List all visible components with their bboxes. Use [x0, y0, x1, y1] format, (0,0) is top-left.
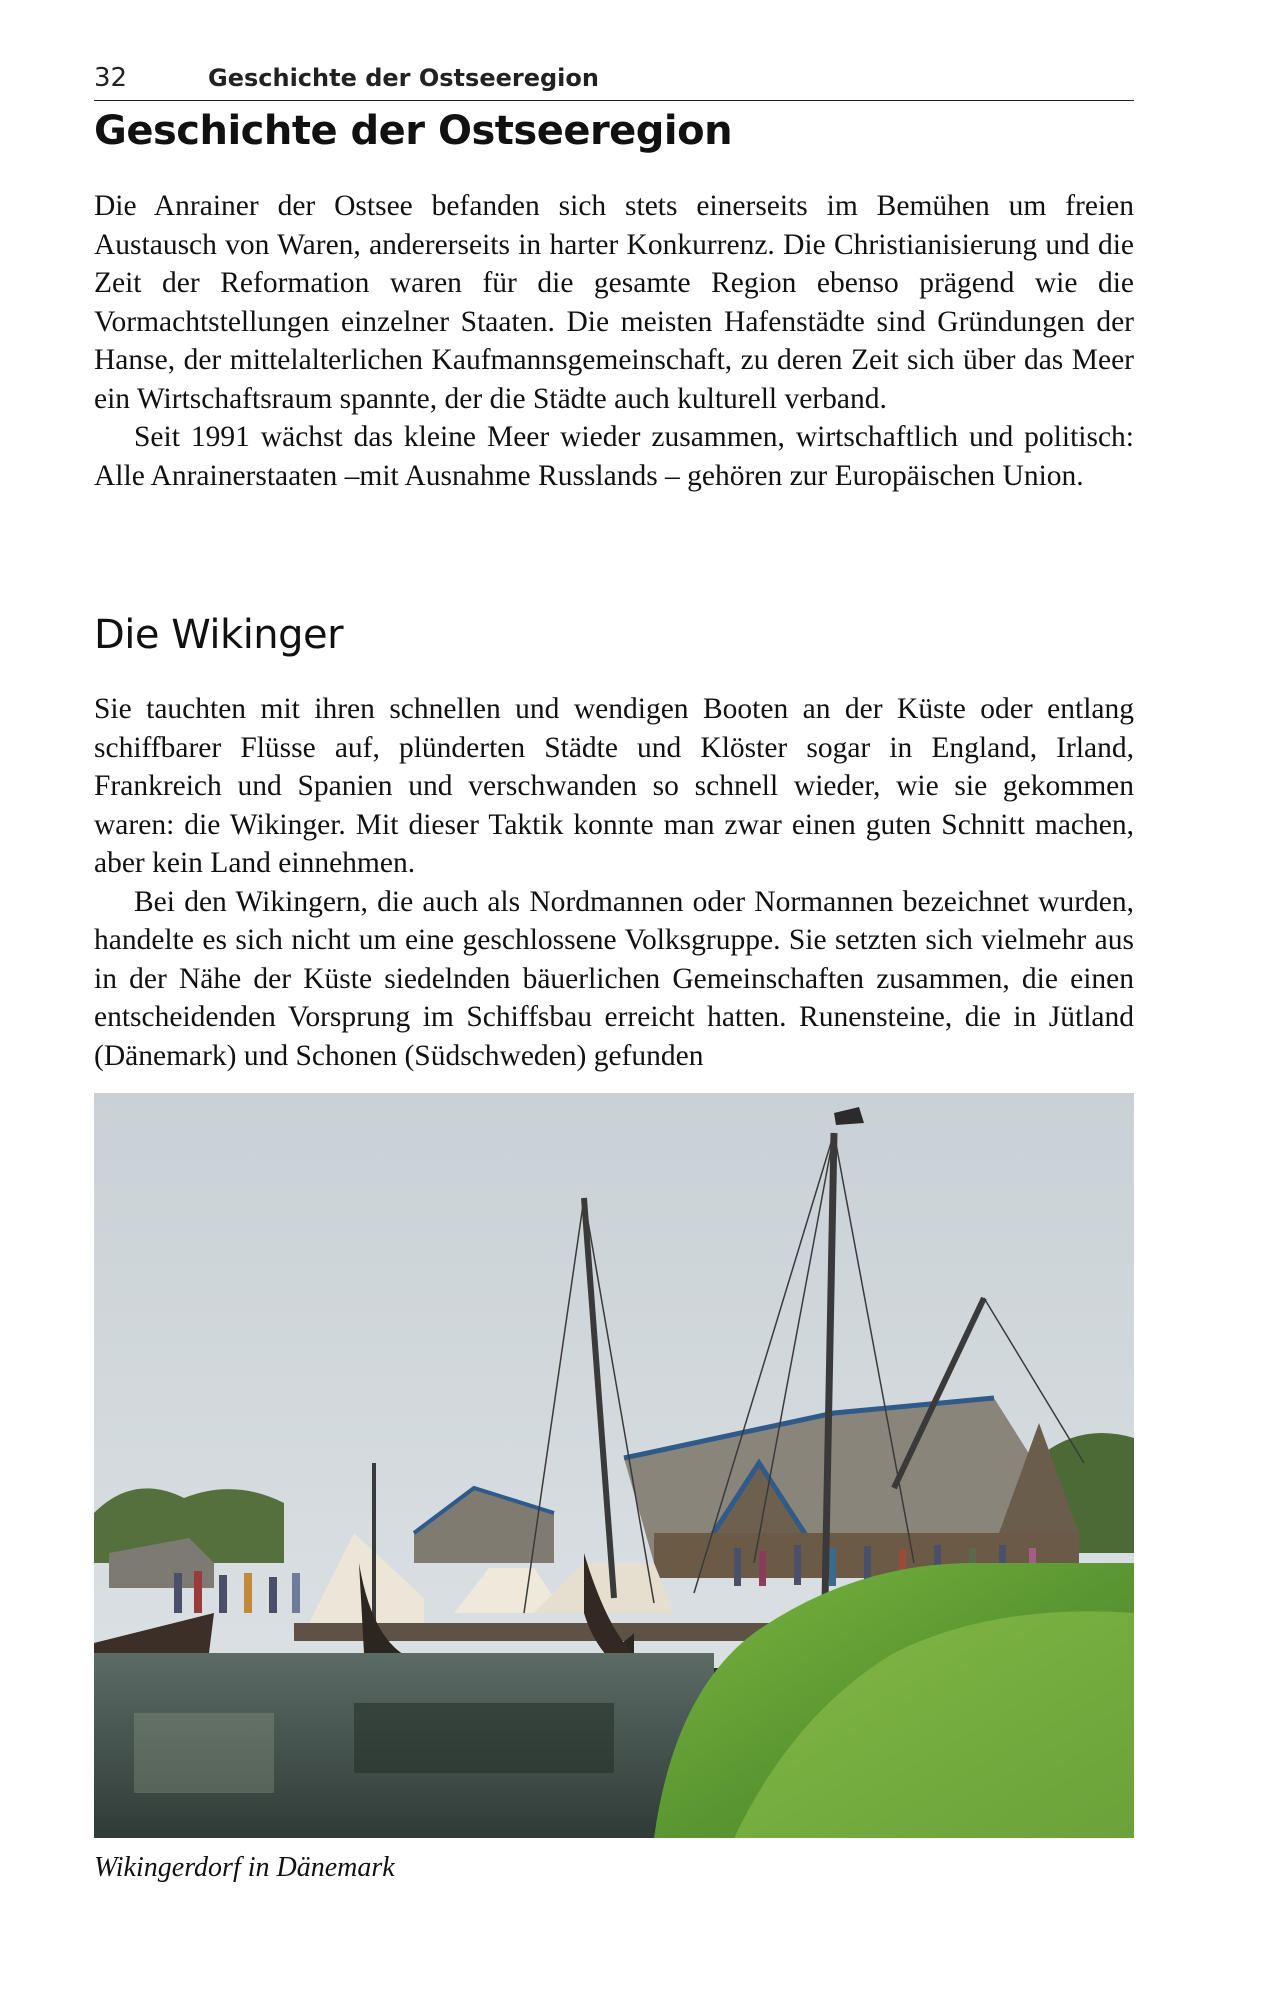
- section-body-wikinger: [94, 690, 1134, 1075]
- paragraph: Die Anrainer der Ostsee befanden sich stets einerseits im Bemühen um freien Austausch von Waren, andererseits in harter Konkurrenz. Die Christianisierung und die Zeit der Reformation waren für die gesamte Region ebenso prägend wie die Vormachtstellungen einzelner Staaten. Die meisten Hafenstädte sind Gründungen der Hanse, der mittelalterlichen Kaufmannsgemeinschaft, zu deren Zeit sich über das Meer ein Wirtschaftsraum spannte, der die Städte auch kulturell verband.: [94, 190, 1134, 415]
- page-number: 32: [94, 63, 128, 93]
- paragraph: Bei den Wikingern, die auch als Nordmannen oder Normannen bezeichnet wurden, handelte es sich nicht um eine geschlossene Volksgruppe. Sie setzten sich vielmehr aus in der Nähe der Küste siedelnden bäuerlichen Gemeinschaften zusammen, die einen entscheidenden Vorsprung im Schiffsbau erreicht hatten. Runensteine, die in Jütland (Dänemark) und Schonen (Südschweden) gefunden: [94, 885, 1134, 1072]
- viking-village-photo: [94, 1093, 1134, 1838]
- photo-caption: Wikingerdorf in Dänemark: [94, 1852, 395, 1883]
- paragraph: Seit 1991 wächst das kleine Meer wieder zusammen, wirtschaftlich und politisch: Alle Anrainerstaaten –mit Ausnahme Russlands – gehören zur Europäischen Union.: [94, 421, 1134, 492]
- section-heading-wikinger: Die Wikinger: [94, 612, 344, 658]
- paragraph: Sie tauchten mit ihren schnellen und wendigen Booten an der Küste oder entlang schiffbarer Flüsse auf, plünderten Städte und Klöster sogar in England, Irland, Frankreich und Spanien und verschwanden so schnell wieder, wie sie gekommen waren: die Wikinger. Mit dieser Taktik konnte man zwar einen guten Schnitt machen, aber kein Land einnehmen.: [94, 693, 1134, 879]
- water-reflection: [354, 1703, 614, 1773]
- running-header: [94, 60, 1134, 101]
- running-title: Geschichte der Ostseeregion: [208, 64, 599, 92]
- water-reflection: [134, 1713, 274, 1793]
- section-body-ostseeregion: [94, 187, 1134, 495]
- section-heading-ostseeregion: Geschichte der Ostseeregion: [94, 108, 733, 154]
